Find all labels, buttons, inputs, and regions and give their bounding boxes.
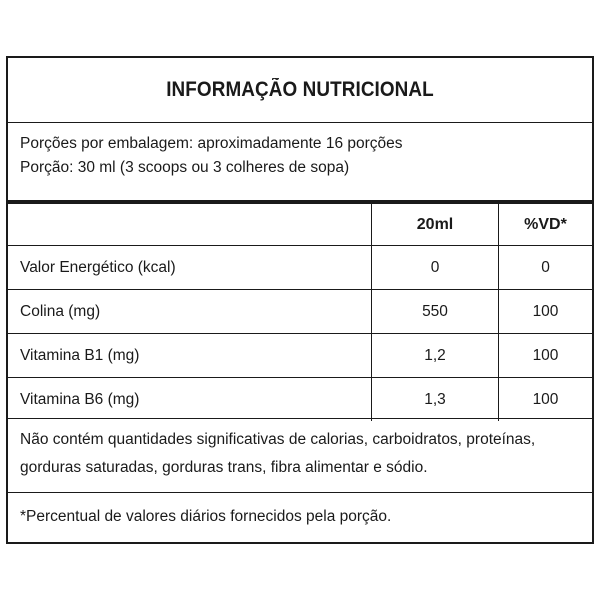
note-line-2: gorduras saturadas, gorduras trans, fibra alimentar e sódio. <box>20 459 428 476</box>
nutrient-dv: 100 <box>499 290 593 334</box>
not-significant-note <box>20 426 535 482</box>
header-dv: %VD* <box>524 215 567 233</box>
table-header-row <box>8 204 592 246</box>
nutrition-table <box>8 204 592 421</box>
table-row <box>8 246 592 290</box>
header-name <box>8 204 372 246</box>
nutrient-name: Vitamina B1 (mg) <box>8 334 372 378</box>
nutrition-facts-label <box>6 56 594 544</box>
table-bottom-divider <box>8 418 592 419</box>
header-amount: 20ml <box>372 204 499 246</box>
portions-per-package: Porções por embalagem: aproximadamente 16 porções <box>20 135 403 152</box>
label-title: INFORMAÇÃO NUTRICIONAL <box>166 78 434 101</box>
portions-info <box>20 132 403 180</box>
note-line-1: Não contém quantidades significativas de calorias, carboidratos, proteínas, <box>20 431 536 448</box>
dv-footnote: *Percentual de valores diários fornecidos pela porção. <box>20 508 392 525</box>
nutrient-amount: 1,2 <box>372 334 499 378</box>
table-row <box>8 290 592 334</box>
nutrient-amount: 0 <box>372 246 499 290</box>
nutrient-name: Valor Energético (kcal) <box>8 246 372 290</box>
nutrient-dv: 0 <box>499 246 593 290</box>
table-row <box>8 378 592 422</box>
nutrient-amount: 550 <box>372 290 499 334</box>
title-divider <box>8 122 592 123</box>
nutrient-dv: 100 <box>499 334 593 378</box>
nutrient-name: Vitamina B6 (mg) <box>8 378 372 422</box>
nutrient-name: Colina (mg) <box>8 290 372 334</box>
table-row <box>8 334 592 378</box>
serving-size: Porção: 30 ml (3 scoops ou 3 colheres de sopa) <box>20 159 350 176</box>
nutrient-dv: 100 <box>499 378 593 422</box>
nutrient-amount: 1,3 <box>372 378 499 422</box>
note-divider <box>8 492 592 493</box>
